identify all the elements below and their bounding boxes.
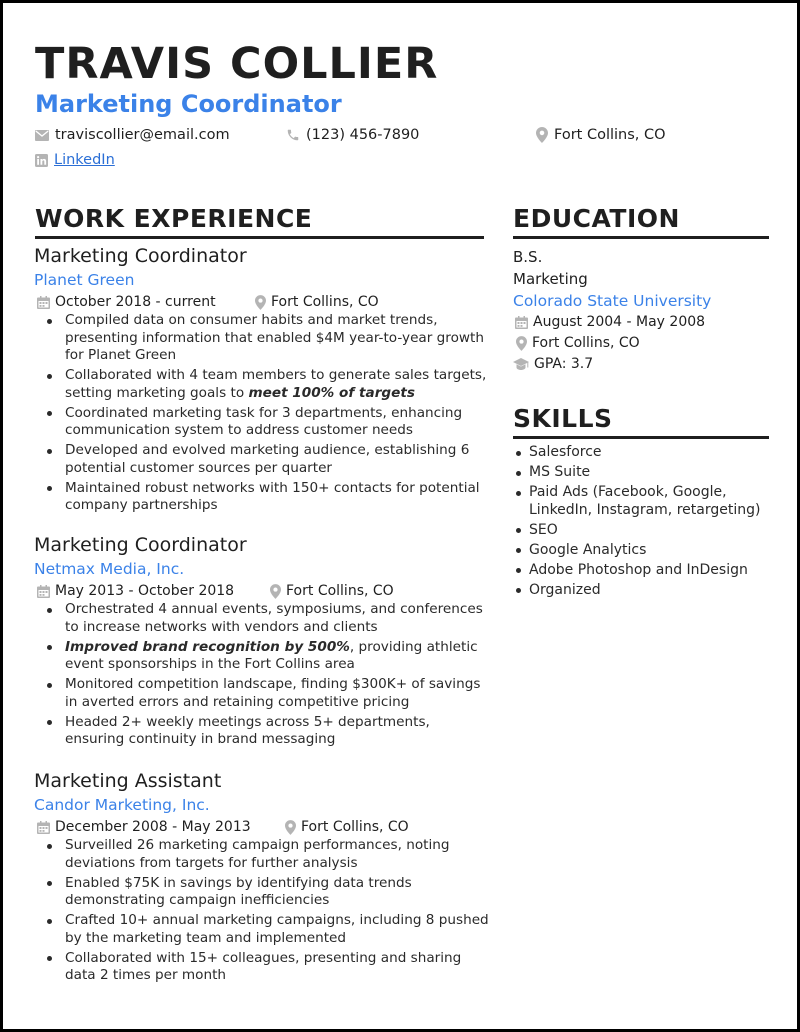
education-heading: EDUCATION: [513, 204, 680, 233]
job-location: [285, 817, 409, 837]
list-item: Developed and evolved marketing audience, establishing 6 potential customer sources per quarter: [34, 442, 489, 477]
list-item: MS Suite: [513, 464, 783, 482]
field-of-study: Marketing: [513, 270, 588, 288]
work-heading-divider: [35, 236, 484, 239]
resume-page: [3, 3, 797, 1029]
job-meta: [34, 817, 489, 837]
list-item: [34, 367, 489, 402]
list-item: Google Analytics: [513, 542, 783, 560]
envelope-icon: [35, 130, 49, 141]
job-entry: [34, 769, 489, 987]
calendar-icon: [37, 821, 50, 834]
list-item: Compiled data on consumer habits and market trends, presenting information that enabled $4M year-to-year growth for Planet Green: [34, 312, 489, 365]
contact-linkedin[interactable]: [35, 150, 115, 170]
job-dates-text: October 2018 - current: [55, 294, 216, 310]
job-location: [270, 581, 394, 601]
skills-heading: SKILLS: [513, 404, 613, 433]
job-entry: [34, 533, 489, 751]
job-location: [255, 292, 379, 312]
candidate-title: Marketing Coordinator: [35, 90, 342, 118]
job-dates: [37, 292, 216, 312]
calendar-icon: [515, 316, 528, 329]
contact-email[interactable]: [35, 125, 230, 145]
job-title: Marketing Assistant: [34, 770, 222, 792]
location-text: Fort Collins, CO: [554, 127, 666, 143]
education-location: [513, 333, 773, 354]
work-experience-heading: WORK EXPERIENCE: [35, 204, 313, 233]
job-title: Marketing Coordinator: [34, 534, 247, 556]
job-dates: [37, 581, 234, 601]
list-item: Paid Ads (Facebook, Google, LinkedIn, Instagram, retargeting): [513, 484, 783, 519]
list-item: Organized: [513, 582, 783, 600]
company-name: Planet Green: [34, 271, 135, 289]
graduation-cap-icon: [513, 358, 529, 371]
job-location-text: Fort Collins, CO: [286, 583, 394, 599]
job-bullets: [34, 837, 489, 985]
job-dates-text: May 2013 - October 2018: [55, 583, 235, 599]
education-gpa: [513, 354, 773, 375]
education-entry: [513, 246, 773, 375]
linkedin-link[interactable]: LinkedIn: [54, 152, 115, 168]
list-item: Crafted 10+ annual marketing campaigns, including 8 pushed by the marketing team and implemented: [34, 912, 489, 947]
degree: B.S.: [513, 248, 543, 266]
job-location-text: Fort Collins, CO: [301, 819, 409, 835]
calendar-icon: [37, 296, 50, 309]
list-item: SEO: [513, 522, 783, 540]
company-name: Netmax Media, Inc.: [34, 560, 185, 578]
list-item: Enabled $75K in savings by identifying data trends demonstrating campaign inefficiencies: [34, 875, 489, 910]
job-title: Marketing Coordinator: [34, 245, 247, 267]
contact-phone[interactable]: [286, 125, 419, 145]
list-item: Adobe Photoshop and InDesign: [513, 562, 783, 580]
map-pin-icon: [255, 295, 266, 310]
education-dates: [513, 312, 773, 333]
company-name: Candor Marketing, Inc.: [34, 796, 210, 814]
job-meta: [34, 581, 489, 601]
map-pin-icon: [270, 584, 281, 599]
education-dates-text: August 2004 - May 2008: [533, 314, 706, 330]
list-item: Surveilled 26 marketing campaign performances, noting deviations from targets for further analysis: [34, 837, 489, 872]
job-dates-text: December 2008 - May 2013: [55, 819, 251, 835]
job-entry: [34, 244, 489, 517]
bullet-text: Collaborated with 4 team members to generate sales targets, setting marketing goals to: [65, 367, 487, 401]
list-item: Headed 2+ weekly meetings across 5+ departments, ensuring continuity in brand messaging: [34, 714, 489, 749]
list-item: Monitored competition landscape, finding $300K+ of savings in averted errors and retaining competitive pricing: [34, 676, 489, 711]
phone-text: (123) 456-7890: [306, 127, 420, 143]
job-bullets: [34, 312, 489, 515]
phone-icon: [286, 128, 300, 142]
list-item: Salesforce: [513, 444, 783, 462]
job-bullets: [34, 601, 489, 749]
linkedin-icon: [35, 154, 48, 167]
gpa-text: GPA: 3.7: [534, 356, 594, 372]
education-heading-divider: [513, 236, 769, 239]
contact-location: [536, 125, 666, 145]
list-item: Collaborated with 15+ colleagues, presenting and sharing data 2 times per month: [34, 950, 489, 985]
list-item: Maintained robust networks with 150+ contacts for potential company partnerships: [34, 480, 489, 515]
candidate-name: TRAVIS COLLIER: [35, 39, 439, 89]
map-pin-icon: [285, 820, 296, 835]
education-location-text: Fort Collins, CO: [532, 335, 640, 351]
job-location-text: Fort Collins, CO: [271, 294, 379, 310]
bullet-emphasis: Improved brand recognition by 500%: [65, 638, 350, 655]
calendar-icon: [37, 585, 50, 598]
email-text: traviscollier@email.com: [55, 127, 230, 143]
bullet-text: , providing athletic event sponsorships in the Fort Collins area: [65, 638, 478, 672]
list-item: Orchestrated 4 annual events, symposiums, and conferences to increase networks with vendors and clients: [34, 601, 489, 636]
bullet-emphasis: meet 100% of targets: [248, 384, 415, 401]
skills-list: [513, 444, 783, 602]
map-pin-icon: [516, 336, 527, 351]
list-item: Coordinated marketing task for 3 departments, enhancing communication system to address customer needs: [34, 405, 489, 440]
list-item: [34, 639, 489, 674]
school-name: Colorado State University: [513, 292, 712, 310]
skills-heading-divider: [513, 436, 769, 439]
job-dates: [37, 817, 251, 837]
map-pin-icon: [536, 127, 548, 143]
job-meta: [34, 292, 489, 312]
